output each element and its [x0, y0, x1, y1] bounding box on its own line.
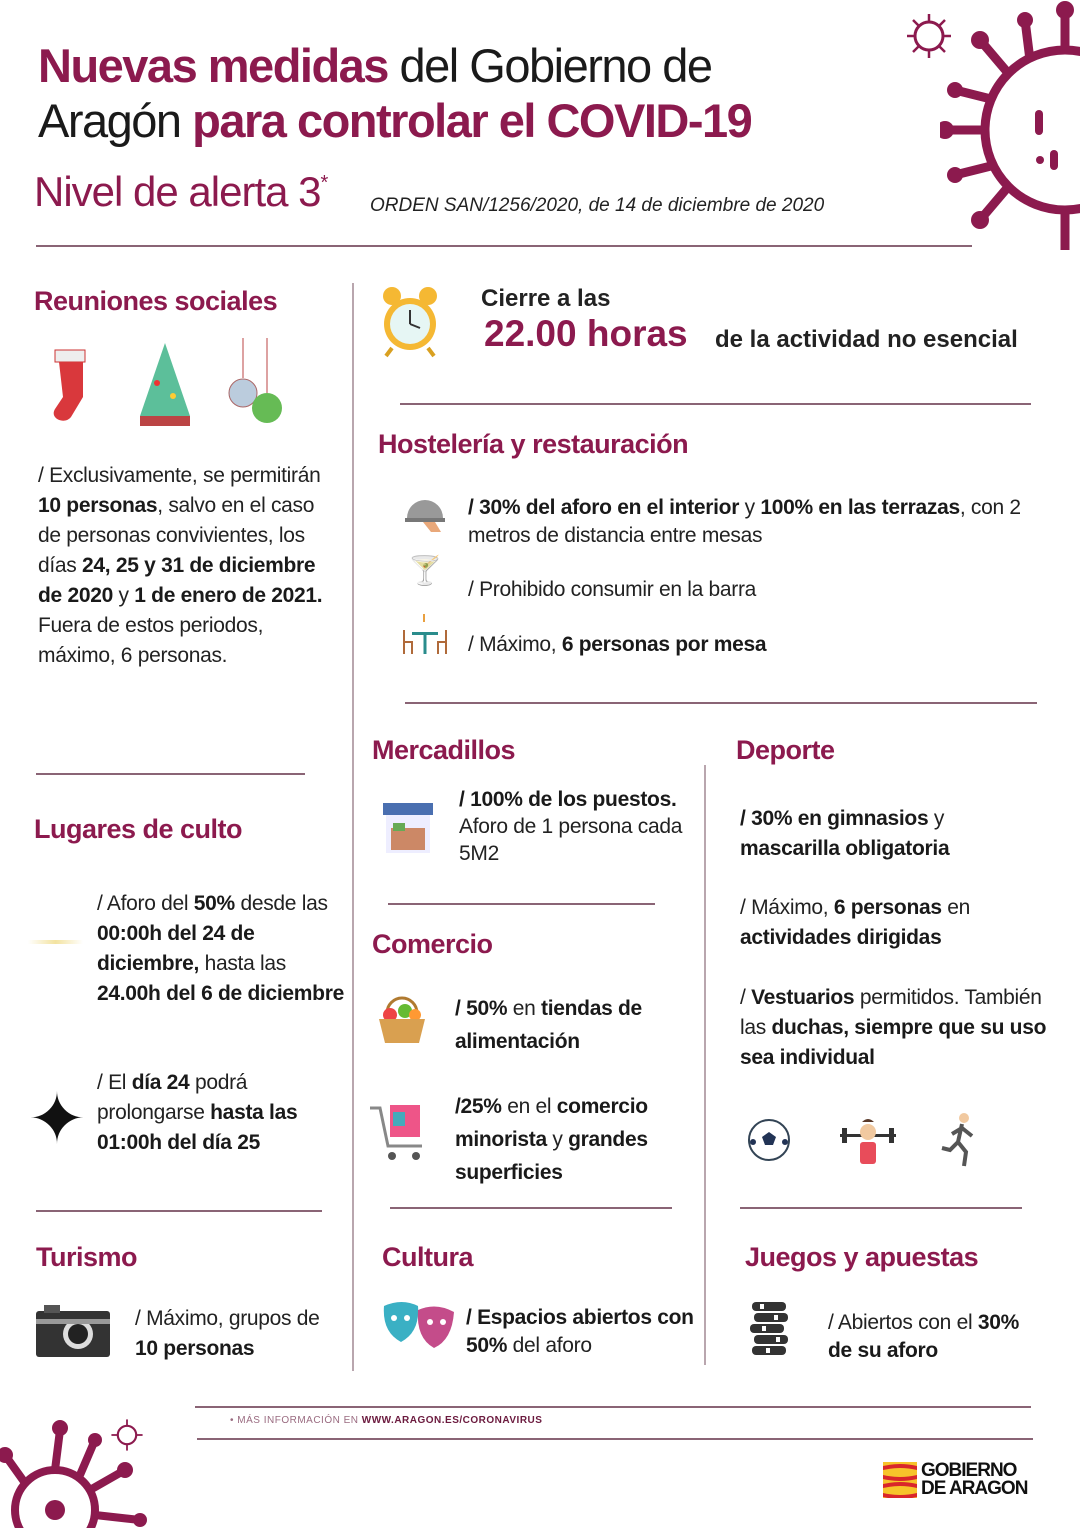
bold-text: 100% en las terrazas — [760, 496, 960, 519]
bold-text: comercio minorista — [455, 1095, 648, 1151]
bold-text: 6 personas por mesa — [561, 633, 767, 656]
bold-text: /25% — [455, 1095, 502, 1118]
heading-mercadillos: Mercadillos — [372, 735, 516, 765]
bold-text: hasta las 01:00h del día 25 — [97, 1101, 298, 1154]
text: / Abiertos con el — [828, 1311, 978, 1334]
bold-text: / 30% del aforo en el interior — [468, 496, 740, 519]
cocktail-icon: 🍸 — [407, 554, 443, 586]
market-stall-icon — [383, 803, 433, 855]
deporte-item-3 — [740, 983, 1060, 1073]
bold-text: / 30% en gimnasios — [740, 807, 929, 830]
ornaments-icon — [225, 338, 285, 428]
gobierno-aragon-logo — [883, 1462, 1041, 1498]
divider — [195, 1406, 1031, 1408]
christmas-stocking-icon — [45, 340, 100, 425]
divider — [740, 1207, 1022, 1209]
divider — [400, 403, 1031, 405]
divider — [390, 1207, 672, 1209]
text: / Exclusivamente, se permitirán — [38, 464, 321, 487]
reuniones-text — [38, 461, 328, 671]
christmas-tree-icon — [135, 338, 195, 428]
alarm-clock-icon — [380, 284, 440, 358]
heading-juegos: Juegos y apuestas — [745, 1242, 979, 1272]
shopping-cart-icon — [368, 1100, 433, 1165]
column-divider — [704, 765, 706, 1365]
text: , salvo en el caso de personas convivientes, los días — [38, 494, 315, 577]
table-chairs-icon — [400, 612, 450, 657]
text: / — [740, 986, 752, 1009]
alert-level — [34, 168, 327, 216]
heading-turismo: Turismo — [36, 1242, 138, 1272]
bold-text: 24, 25 y 31 de diciembre de 2020 — [38, 554, 316, 607]
mercadillos-text — [459, 786, 689, 867]
text: / El — [97, 1071, 132, 1094]
bold-text: / 50% — [455, 997, 508, 1020]
bold-text: 1 de enero de 2021. — [134, 584, 323, 607]
bold-text: / 100% de los puestos. — [459, 788, 677, 811]
text: en el — [501, 1095, 557, 1118]
title-bold-2: para controlar el COVID-19 — [192, 94, 752, 147]
divider — [405, 702, 1037, 704]
text: , con 2 metros de distancia entre mesas — [468, 496, 1021, 547]
comercio-item-2 — [455, 1090, 695, 1189]
text: Aforo de 1 persona cada 5M2 — [459, 815, 683, 865]
aragon-flag-icon — [883, 1462, 917, 1498]
bold-text: duchas, siempre que su uso sea individual — [740, 1016, 1047, 1069]
title-regular-2: Aragón — [38, 94, 193, 147]
text: permitidos. También las — [740, 986, 1042, 1039]
heading-cultura: Cultura — [382, 1242, 473, 1272]
cultura-text — [466, 1304, 696, 1360]
small-virus-icon-bottom — [110, 1418, 144, 1452]
bold-text: actividades dirigidas — [740, 926, 942, 949]
text: / Aforo del — [97, 892, 194, 915]
hosteleria-item-3 — [468, 630, 1028, 660]
text: hasta las — [199, 952, 286, 975]
weightlifting-icon — [838, 1118, 898, 1168]
bold-text: 00:00h del 24 de diciembre, — [97, 922, 255, 975]
theater-masks-icon — [380, 1300, 458, 1352]
text: desde las — [234, 892, 328, 915]
bold-text: mascarilla obligatoria — [740, 837, 950, 860]
hosteleria-item-2 — [468, 575, 1028, 605]
logo-text: GOBIERNO DE ARAGON — [921, 1460, 1028, 1499]
title-bold-1: Nuevas medidas — [38, 39, 388, 92]
bold-text: 50% — [193, 892, 235, 915]
cierre-line1: Cierre a las — [481, 285, 611, 312]
alert-level-text: Nivel de alerta 3 — [34, 168, 321, 215]
text: podrá prolongarse — [97, 1071, 248, 1124]
order-reference: ORDEN SAN/1256/2020, de 14 de diciembre de 2020 — [370, 195, 825, 216]
camera-icon — [36, 1305, 110, 1357]
bold-text: Vestuarios — [751, 986, 855, 1009]
cierre-time: 22.00 horas — [484, 313, 688, 354]
divider — [36, 245, 972, 247]
alert-asterisk: * — [320, 172, 328, 194]
more-info-label: MÁS INFORMACIÓN EN — [237, 1415, 362, 1426]
bold-text: 10 personas — [135, 1337, 255, 1360]
serving-cloche-icon — [403, 490, 448, 535]
deporte-item-1 — [740, 804, 1040, 864]
bold-text: día 24 — [131, 1071, 190, 1094]
deporte-item-2 — [740, 893, 1040, 953]
casino-chips-icon — [748, 1302, 792, 1358]
hosteleria-item-1 — [468, 494, 1038, 550]
text: y — [546, 1128, 569, 1151]
text: y — [928, 807, 945, 830]
heading-culto: Lugares de culto — [34, 814, 243, 844]
football-icon — [747, 1118, 791, 1162]
text: y — [112, 584, 135, 607]
more-info-link[interactable]: WWW.ARAGON.ES/CORONAVIRUS — [361, 1415, 543, 1426]
turismo-text — [135, 1304, 335, 1364]
heading-reuniones: Reuniones sociales — [34, 286, 278, 316]
culto-item-2 — [97, 1068, 347, 1158]
page-title — [38, 38, 751, 148]
text: en — [941, 896, 971, 919]
runner-icon — [940, 1112, 980, 1170]
bold-text: tiendas de alimentación — [455, 997, 642, 1053]
divider — [197, 1438, 1033, 1440]
column-divider — [352, 283, 354, 1371]
grocery-basket-icon — [375, 993, 429, 1045]
glow-icon — [28, 940, 83, 944]
bold-text: 24.00h del 6 de diciembre — [97, 982, 344, 1005]
sparkle-star-icon: ✦ — [27, 1080, 87, 1158]
bold-text: / Espacios abiertos con 50% — [466, 1306, 694, 1357]
heading-comercio: Comercio — [372, 929, 493, 959]
text: / Máximo, grupos de — [135, 1307, 320, 1330]
virus-icon — [940, 0, 1080, 260]
cierre-rest: de la actividad no esencial — [715, 326, 1018, 353]
bold-text: grandes superficies — [455, 1128, 648, 1184]
more-info: • MÁS INFORMACIÓN EN WWW.ARAGON.ES/CORONAVIRUS — [230, 1415, 543, 1426]
culto-item-1 — [97, 889, 347, 1009]
bold-text: 30% de su aforo — [828, 1311, 1019, 1362]
text: y — [739, 496, 761, 519]
text: / Máximo, — [468, 633, 562, 656]
divider — [388, 903, 655, 905]
divider — [36, 773, 305, 775]
juegos-text — [828, 1309, 1028, 1365]
small-virus-icon — [905, 12, 953, 60]
text: Fuera de estos periodos, máximo, 6 personas. — [38, 614, 264, 667]
comercio-item-1 — [455, 992, 695, 1058]
bold-text: 10 personas — [38, 494, 158, 517]
text: / Máximo, — [740, 896, 834, 919]
text: del aforo — [507, 1334, 592, 1357]
bold-text: 6 personas — [833, 896, 942, 919]
divider — [36, 1210, 322, 1212]
title-regular-1: del Gobierno de — [387, 39, 712, 92]
heading-deporte: Deporte — [736, 735, 835, 765]
text: / Prohibido consumir en la barra — [468, 578, 757, 601]
text: en — [507, 997, 542, 1020]
heading-hosteleria: Hostelería y restauración — [378, 429, 689, 459]
